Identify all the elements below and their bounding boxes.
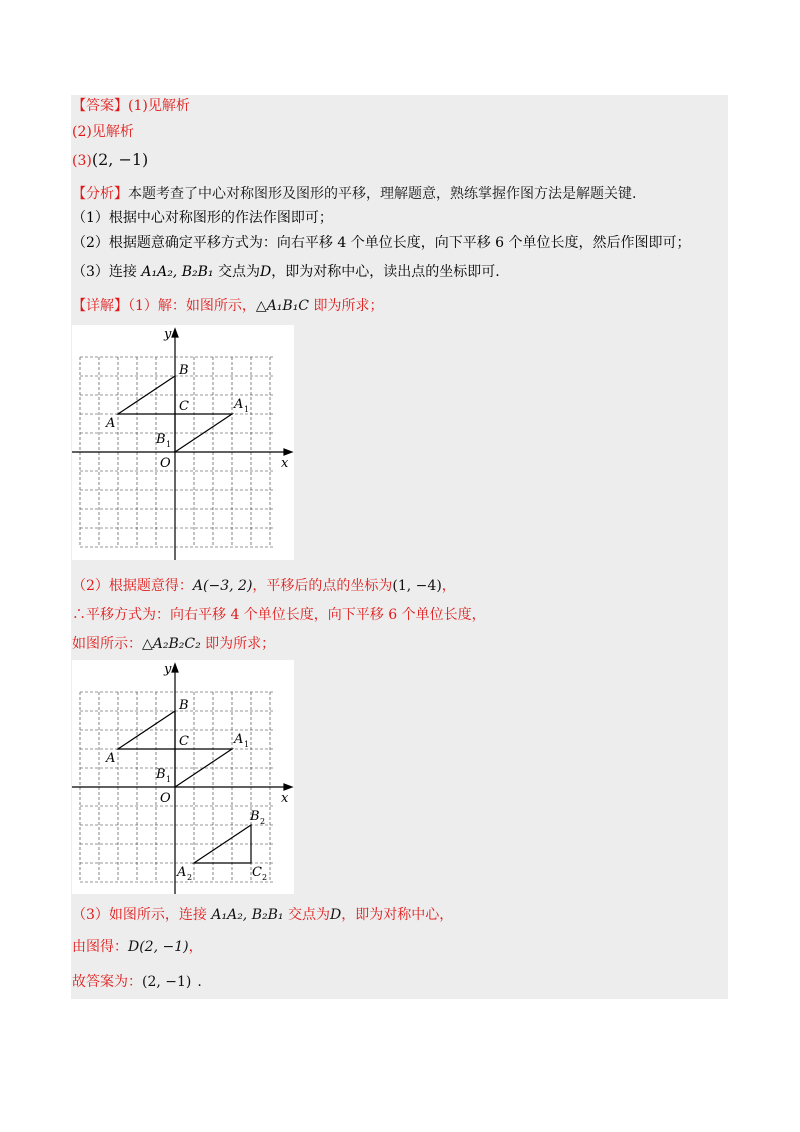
fig1-label-c: C [179, 399, 189, 414]
analysis-line-1 [72, 184, 636, 204]
answer-line-3 [72, 150, 148, 171]
analysis-s3-b: 交点为 [213, 264, 260, 280]
detail-s2-c: ， [441, 578, 456, 594]
figure-2-svg [72, 660, 294, 894]
answer-p1-num: (1) [128, 98, 148, 114]
figure-1-shapes [118, 376, 232, 452]
fig1-label-b1: B [156, 432, 166, 447]
detail-s4-math: △A₂B₂C₂ [142, 636, 201, 652]
fig2-label-b2: B [250, 809, 260, 824]
analysis-s3-c: ，即为对称中心，读出点的坐标即可. [271, 264, 500, 280]
fig2-label-y: y [164, 662, 172, 677]
detail-s7-math: (2, −1) [142, 974, 192, 990]
answer-p1-text: 见解析 [147, 98, 190, 114]
detail-line-2 [72, 576, 456, 596]
detail-s5-b: 交点为 [283, 907, 330, 923]
detail-s7-a: 故答案为： [72, 974, 142, 990]
figure-1-svg [72, 325, 294, 560]
detail-s2-math1: A(−3, 2) [192, 578, 253, 594]
fig2-label-b1: B [156, 767, 166, 782]
fig2-label-o: O [160, 791, 171, 806]
analysis-s3-d: D [259, 264, 272, 280]
figure-2 [72, 660, 294, 894]
analysis-intro: 本题考查了中心对称图形及图形的平移，理解题意，熟练掌握作图方法是解题关键. [128, 186, 637, 202]
detail-s5-c: ，即为对称中心， [341, 907, 454, 923]
fig1-label-a1-sub: 1 [244, 405, 250, 414]
analysis-s3-a: （3）连接 [72, 264, 142, 280]
detail-tag: 【详解】 [72, 298, 128, 314]
detail-s1-math: △A₁B₁C [255, 298, 310, 314]
fig2-label-a2-sub: 2 [187, 873, 193, 882]
fig2-label-x: x [281, 791, 289, 806]
detail-s1-a: （1）解：如图所示， [128, 298, 256, 314]
detail-s6-math: D(2, −1) [128, 939, 189, 955]
detail-line-7 [72, 972, 202, 992]
fig1-label-b1-sub: 1 [166, 440, 172, 449]
fig2-label-c2-sub: 2 [262, 873, 268, 882]
fig1-label-y: y [164, 327, 172, 342]
figure-1 [72, 325, 294, 560]
answer-line-1 [72, 96, 190, 116]
detail-s7-b: . [197, 974, 202, 990]
fig1-label-o: O [160, 456, 171, 471]
fig2-label-a2: A [177, 865, 187, 880]
analysis-step-2: （2）根据题意确定平移方式为：向右平移 4 个单位长度，向下平移 6 个单位长度，然后作图即可； [72, 235, 691, 251]
detail-s2-math2: (1, −4) [392, 578, 442, 594]
analysis-step-3 [72, 262, 500, 282]
detail-s4-a: 如图所示： [72, 636, 142, 652]
detail-s1-b: 即为所求； [309, 298, 384, 314]
answer-p2-num: (2) [72, 124, 92, 140]
detail-s2-a: （2）根据题意得： [72, 578, 193, 594]
analysis-step-1: （1）根据中心对称图形的作法作图即可； [72, 210, 333, 226]
answer-p3-num: (3) [72, 153, 92, 169]
detail-s4-b: 即为所求； [200, 636, 276, 652]
fig2-label-a: A [106, 751, 116, 766]
detail-s5-math: A₁A₂, B₂B₁ [211, 907, 284, 923]
detail-line-4 [72, 634, 275, 654]
detail-s5-d: D [329, 907, 342, 923]
fig2-label-b2-sub: 2 [260, 817, 266, 826]
fig1-label-b: B [179, 363, 189, 378]
answer-line-2 [72, 122, 134, 142]
fig2-label-c: C [179, 734, 189, 749]
analysis-s3-math: A₁A₂, B₂B₁ [141, 264, 214, 280]
fig1-label-a1: A [234, 397, 244, 412]
fig2-label-b1-sub: 1 [166, 775, 172, 784]
fig2-label-a1: A [234, 732, 244, 747]
answer-p3-value: (2, −1) [91, 150, 149, 169]
detail-line-5 [72, 905, 453, 925]
answer-p2-text: 见解析 [91, 124, 134, 140]
fig2-label-b: B [179, 698, 189, 713]
fig1-label-a: A [106, 416, 116, 431]
fig2-label-a1-sub: 1 [244, 740, 250, 749]
fig2-label-c2: C [252, 865, 262, 880]
answer-tag: 【答案】 [72, 98, 128, 114]
fig1-label-x: x [281, 456, 289, 471]
detail-s5-a: （3）如图所示，连接 [72, 907, 212, 923]
detail-line-3: ∴平移方式为：向右平移 4 个单位长度，向下平移 6 个单位长度， [72, 607, 486, 623]
detail-s6-a: 由图得： [72, 939, 128, 955]
detail-line-6 [72, 937, 203, 957]
analysis-tag: 【分析】 [72, 186, 128, 202]
detail-s6-b: ， [188, 939, 203, 955]
detail-s2-b: ，平移后的点的坐标为 [252, 578, 393, 594]
detail-line-1 [72, 296, 383, 316]
